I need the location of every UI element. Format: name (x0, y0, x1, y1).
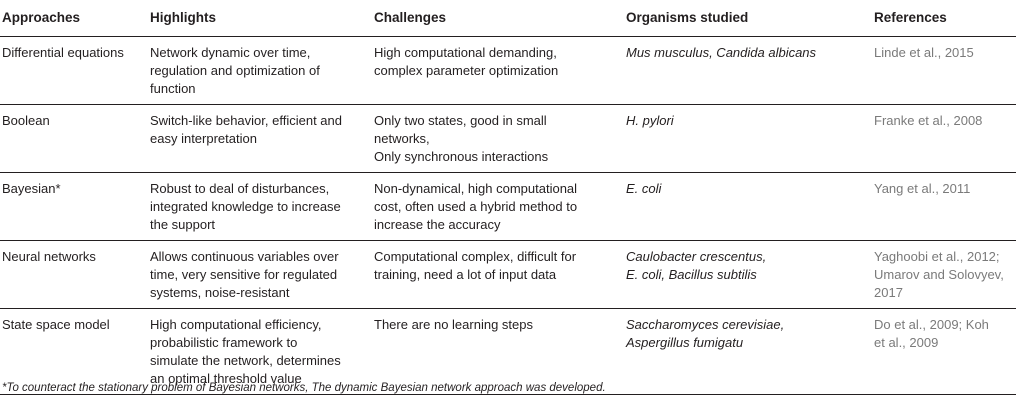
approach-cell: Bayesian* (0, 173, 150, 241)
header-organisms: Organisms studied (626, 0, 874, 37)
cell-line: E. coli (626, 181, 662, 196)
organisms-cell (626, 309, 874, 395)
cell-line: complex parameter optimization (374, 63, 559, 78)
cell-line: H. pylori (626, 113, 674, 128)
cell-line: Computational complex, difficult for (374, 249, 577, 264)
table-row (0, 105, 1016, 173)
cell-line: et al., 2009 (874, 335, 939, 350)
cell-line: Allows continuous variables over (150, 249, 339, 264)
cell-line: Caulobacter crescentus, (626, 249, 767, 264)
cell-line: training, need a lot of input data (374, 267, 557, 282)
table-footnote: *To counteract the stationary problem of Bayesian networks, The dynamic Bayesian network approach was developed. (2, 382, 606, 394)
approach-cell: Neural networks (0, 241, 150, 309)
table-row (0, 37, 1016, 105)
cell-line: Only synchronous interactions (374, 149, 549, 164)
cell-line: Do et al., 2009; Koh (874, 317, 989, 332)
approach-cell: Differential equations (0, 37, 150, 105)
header-approaches: Approaches (0, 0, 150, 37)
cell-line: 2017 (874, 285, 903, 300)
references-cell (874, 37, 1016, 105)
table-row (0, 241, 1016, 309)
table-header (0, 0, 1016, 37)
cell-line: Yang et al., 2011 (874, 181, 971, 196)
organisms-cell (626, 241, 874, 309)
challenges-cell (374, 173, 626, 241)
challenges-cell (374, 37, 626, 105)
cell-line: Linde et al., 2015 (874, 45, 974, 60)
references-cell (874, 173, 1016, 241)
cell-line: High computational efficiency, (150, 317, 322, 332)
cell-line: the support (150, 217, 216, 232)
cell-line: Robust to deal of disturbances, (150, 181, 330, 196)
cell-line: Aspergillus fumigatu (626, 335, 744, 350)
table-body (0, 37, 1016, 395)
challenges-cell (374, 241, 626, 309)
header-challenges: Challenges (374, 0, 626, 37)
cell-line: High computational demanding, (374, 45, 557, 60)
references-cell (874, 105, 1016, 173)
header-references: References (874, 0, 1016, 37)
cell-line: Umarov and Solovyev, (874, 267, 1004, 282)
cell-line: Non-dynamical, high computational (374, 181, 578, 196)
cell-line: Mus musculus, Candida albicans (626, 45, 817, 60)
cell-line: Saccharomyces cerevisiae, (626, 317, 785, 332)
cell-line: simulate the network, determines (150, 353, 341, 368)
cell-line: time, very sensitive for regulated (150, 267, 338, 282)
organisms-cell (626, 37, 874, 105)
cell-line: increase the accuracy (374, 217, 501, 232)
cell-line: Switch-like behavior, efficient and (150, 113, 342, 128)
highlights-cell (150, 241, 374, 309)
cell-line: Yaghoobi et al., 2012; (874, 249, 1000, 264)
cell-line: cost, often used a hybrid method to (374, 199, 578, 214)
challenges-cell (374, 105, 626, 173)
cell-line: There are no learning steps (374, 317, 533, 332)
highlights-cell (150, 105, 374, 173)
cell-line: an optimal threshold value (150, 371, 302, 386)
cell-line: function (150, 81, 196, 96)
cell-line: easy interpretation (150, 131, 257, 146)
header-row (0, 0, 1016, 37)
organisms-cell (626, 173, 874, 241)
organisms-cell (626, 105, 874, 173)
approach-cell: Boolean (0, 105, 150, 173)
header-highlights: Highlights (150, 0, 374, 37)
cell-line: Franke et al., 2008 (874, 113, 983, 128)
cell-line: systems, noise-resistant (150, 285, 290, 300)
references-cell (874, 309, 1016, 395)
cell-line: Network dynamic over time, (150, 45, 311, 60)
approach-cell: State space model (0, 309, 150, 395)
cell-line: E. coli, Bacillus subtilis (626, 267, 757, 282)
highlights-cell (150, 173, 374, 241)
cell-line: probabilistic framework to (150, 335, 298, 350)
cell-line: regulation and optimization of (150, 63, 320, 78)
highlights-cell (150, 37, 374, 105)
cell-line: networks, (374, 131, 430, 146)
cell-line: integrated knowledge to increase (150, 199, 341, 214)
references-cell (874, 241, 1016, 309)
cell-line: Only two states, good in small (374, 113, 547, 128)
table-row (0, 173, 1016, 241)
